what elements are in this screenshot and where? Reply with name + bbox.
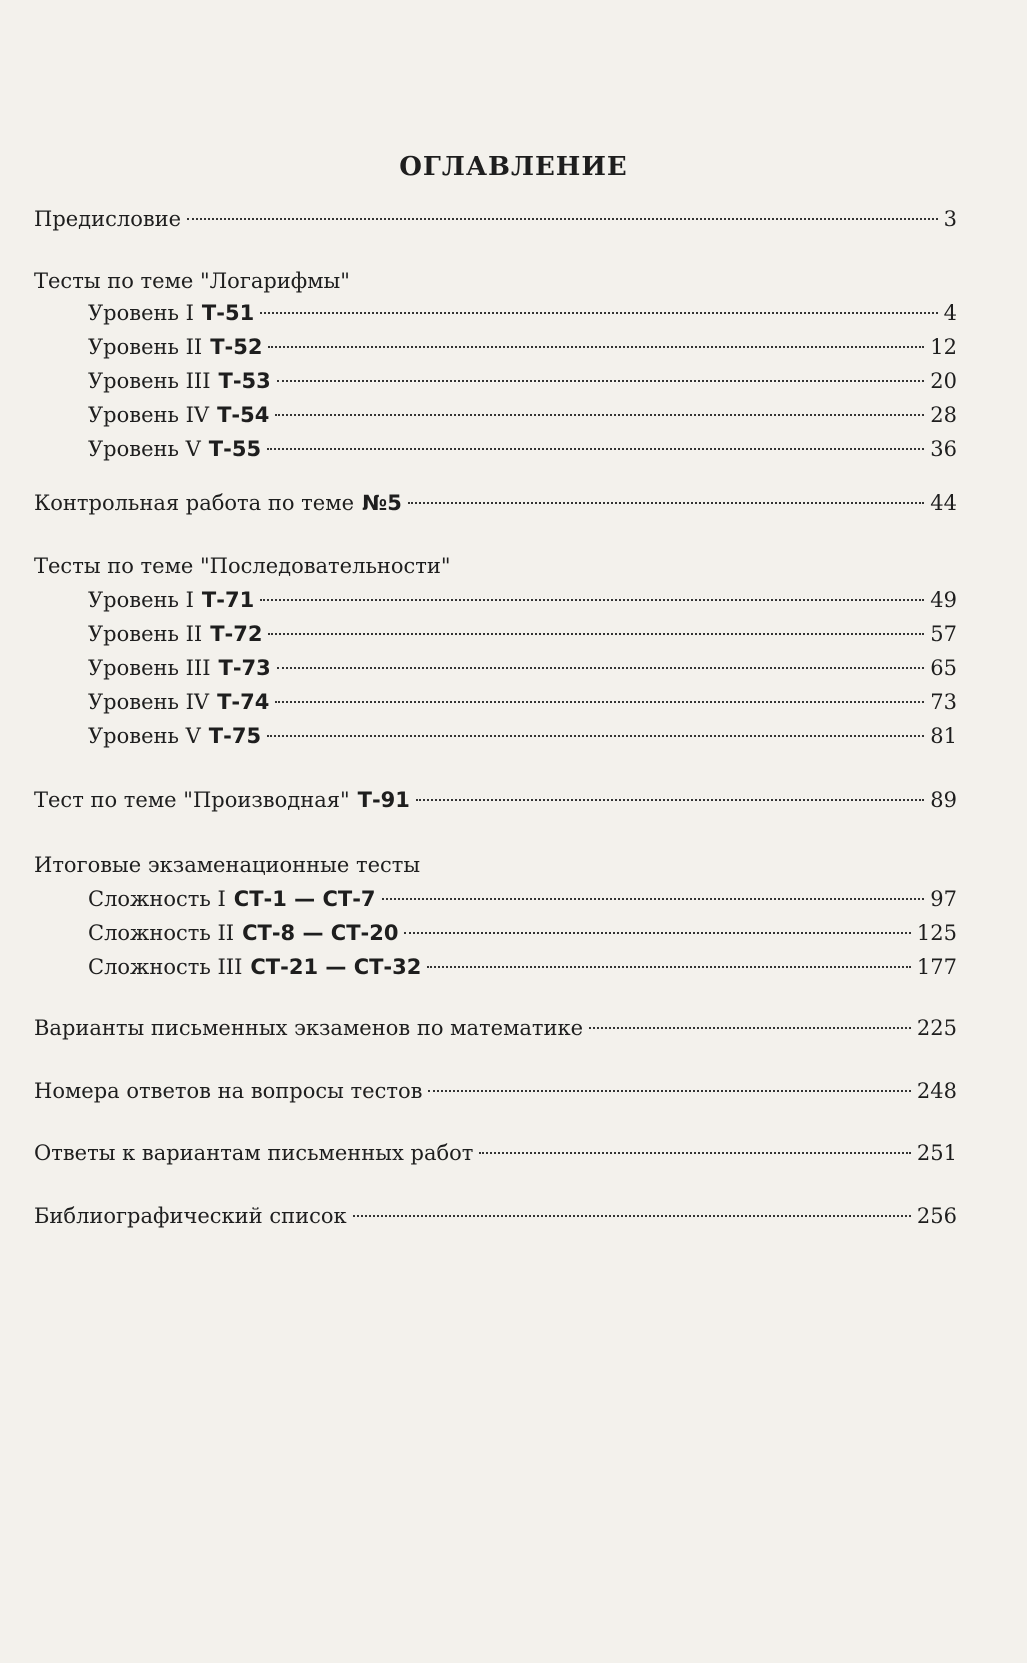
- leader-dots: [479, 1152, 911, 1154]
- leader-dots: [416, 799, 924, 801]
- leader-dots: [589, 1027, 911, 1029]
- entry-code: Т-53: [218, 369, 271, 393]
- leader-dots: [267, 448, 924, 450]
- page-title: ОГЛАВЛЕНИЕ: [399, 152, 628, 182]
- entry-code: Т-72: [210, 622, 263, 646]
- entry-code: №5: [362, 491, 402, 515]
- toc-entry-preface: [34, 204, 957, 234]
- toc-entry-answer-numbers: [34, 1076, 957, 1106]
- toc-entry: [88, 619, 957, 649]
- entry-title: Уровень III: [88, 656, 211, 680]
- page-number: 177: [916, 955, 957, 979]
- entry-title: Уровень IV: [88, 403, 210, 427]
- page-number: 12: [930, 335, 957, 359]
- toc-entry: [88, 721, 957, 751]
- entry-title: Уровень IV: [88, 690, 210, 714]
- entry-title: Тест по теме "Производная": [34, 788, 350, 812]
- entry-code: СТ-1 — СТ-7: [233, 887, 376, 911]
- leader-dots: [277, 667, 924, 669]
- entry-title: Уровень V: [88, 437, 201, 461]
- page-number: 36: [930, 437, 957, 461]
- leader-dots: [404, 932, 910, 934]
- toc-group-logarithms: Тесты по теме "Логарифмы": [34, 269, 350, 293]
- leader-dots: [408, 502, 924, 504]
- entry-title: Ответы к вариантам письменных работ: [34, 1141, 474, 1165]
- leader-dots: [268, 633, 924, 635]
- entry-code: Т-73: [218, 656, 271, 680]
- entry-title: Уровень II: [88, 335, 203, 359]
- entry-title: Сложность III: [88, 955, 243, 979]
- page-number: 225: [916, 1016, 957, 1040]
- page-number: 49: [930, 588, 957, 612]
- page-number: 248: [916, 1079, 957, 1103]
- entry-title: Сложность I: [88, 887, 226, 911]
- toc-entry: [88, 298, 957, 328]
- toc-entry: [88, 884, 957, 914]
- leader-dots: [382, 898, 925, 900]
- entry-code: Т-52: [210, 335, 263, 359]
- toc-group-sequences: Тесты по теме "Последовательности": [34, 554, 451, 578]
- toc-entry: [88, 585, 957, 615]
- page-number: 73: [930, 690, 957, 714]
- leader-dots: [277, 380, 924, 382]
- entry-title: Библиографический список: [34, 1204, 347, 1228]
- entry-title: Уровень III: [88, 369, 211, 393]
- toc-entry: [88, 687, 957, 717]
- page-number: 20: [930, 369, 957, 393]
- entry-title: Номера ответов на вопросы тестов: [34, 1079, 423, 1103]
- entry-code: Т-71: [201, 588, 255, 612]
- page-number: 251: [916, 1141, 957, 1165]
- leader-dots: [260, 599, 924, 601]
- page-number: 28: [930, 403, 957, 427]
- entry-title: Варианты письменных экзаменов по математике: [34, 1016, 584, 1040]
- entry-title: Уровень II: [88, 622, 203, 646]
- leader-dots: [427, 966, 911, 968]
- entry-code: Т-54: [217, 403, 270, 427]
- leader-dots: [275, 701, 924, 703]
- toc-entry-control-work: [34, 488, 957, 518]
- leader-dots: [267, 735, 924, 737]
- leader-dots: [268, 346, 924, 348]
- toc-entry: [88, 952, 957, 982]
- page-number: 4: [943, 301, 957, 325]
- entry-title: Контрольная работа по теме: [34, 491, 354, 515]
- toc-group-final-tests: Итоговые экзаменационные тесты: [34, 853, 421, 877]
- toc-entry: [88, 653, 957, 683]
- toc-entry: [88, 400, 957, 430]
- leader-dots: [187, 218, 938, 220]
- page-number: 89: [930, 788, 957, 812]
- toc-entry: [88, 918, 957, 948]
- page-number: 256: [916, 1204, 957, 1228]
- entry-title: Предисловие: [34, 207, 182, 231]
- page-number: 65: [930, 656, 957, 680]
- toc-entry: [88, 434, 957, 464]
- toc-entry-bibliography: [34, 1201, 957, 1231]
- entry-title: Сложность II: [88, 921, 235, 945]
- entry-code: Т-51: [201, 301, 255, 325]
- entry-title: Уровень I: [88, 588, 194, 612]
- page-number: 125: [916, 921, 957, 945]
- toc-entry-variants: [34, 1013, 957, 1043]
- toc-entry: [88, 332, 957, 362]
- page-number: 3: [943, 207, 957, 231]
- page-number: 57: [930, 622, 957, 646]
- entry-code: Т-74: [217, 690, 270, 714]
- toc-entry: [88, 366, 957, 396]
- toc-entry-answers: [34, 1138, 957, 1168]
- leader-dots: [275, 414, 924, 416]
- entry-title: Уровень I: [88, 301, 194, 325]
- entry-code: СТ-8 — СТ-20: [242, 921, 399, 945]
- entry-code: Т-75: [208, 724, 262, 748]
- entry-code: Т-55: [208, 437, 262, 461]
- entry-code: СТ-21 — СТ-32: [250, 955, 422, 979]
- page-number: 97: [930, 887, 957, 911]
- leader-dots: [260, 312, 937, 314]
- leader-dots: [353, 1215, 911, 1217]
- entry-code: Т-91: [357, 788, 410, 812]
- page-number: 44: [930, 491, 957, 515]
- toc-entry-derivative: [34, 785, 957, 815]
- entry-title: Уровень V: [88, 724, 201, 748]
- leader-dots: [428, 1090, 910, 1092]
- page-number: 81: [930, 724, 957, 748]
